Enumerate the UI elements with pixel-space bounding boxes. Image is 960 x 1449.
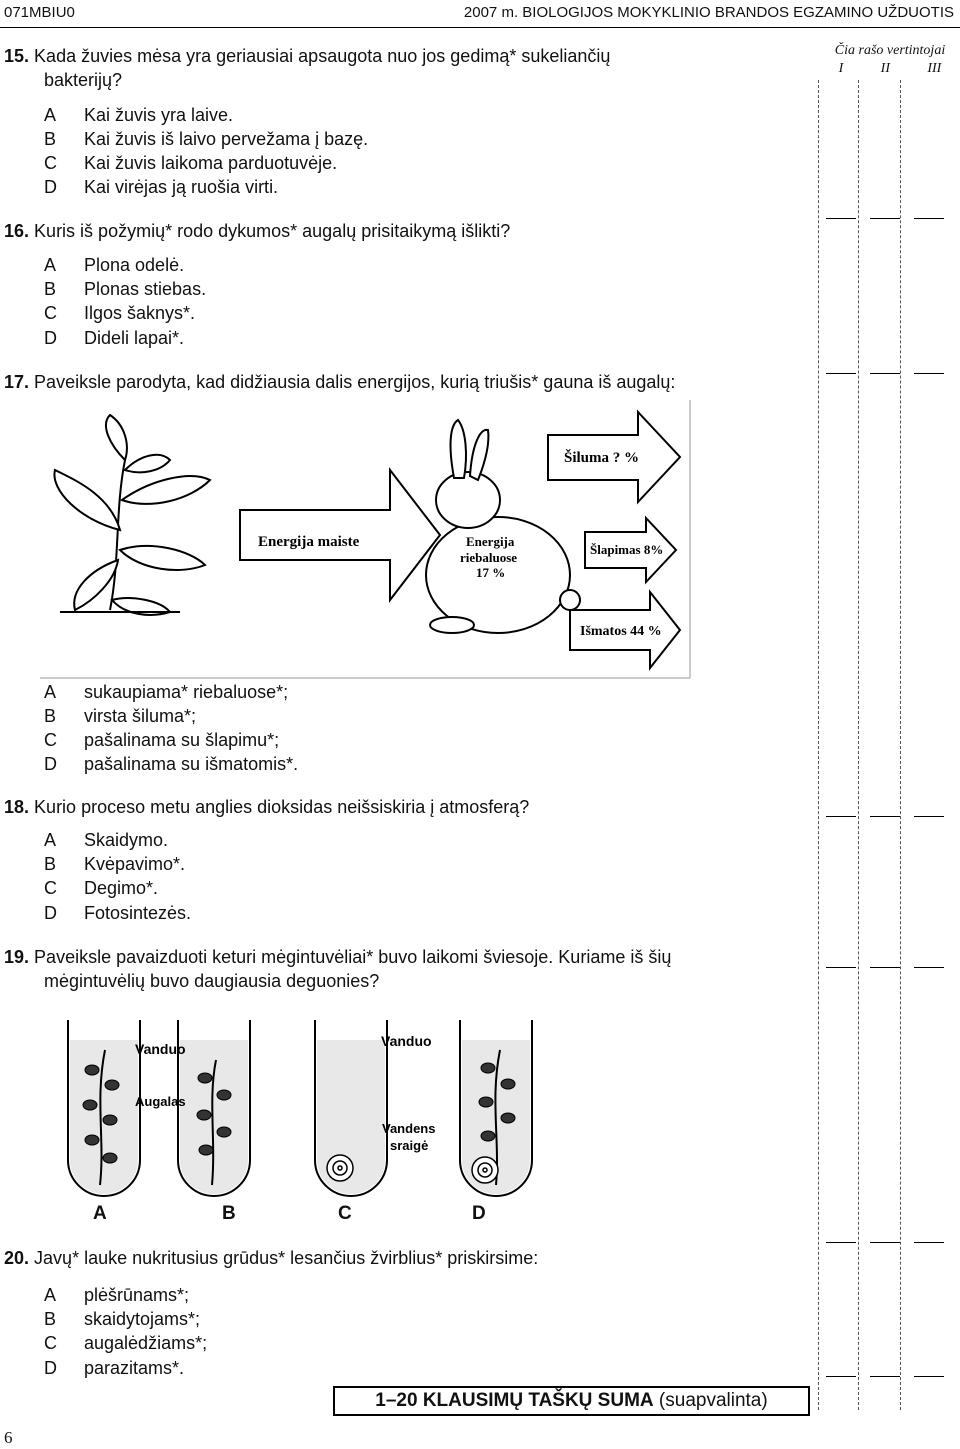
snail-in-tube-d [472, 1157, 498, 1183]
question-15 [4, 44, 804, 92]
exam-title: 2007 m. BIOLOGIJOS MOKYKLINIO BRANDOS EGZAMINO UŽDUOTIS [463, 4, 954, 21]
snail-in-tube-c [327, 1155, 353, 1181]
question-number: 18. [4, 797, 30, 817]
page-number: 6 [4, 1428, 13, 1447]
option-20-b[interactable]: B skaidytojams*; [44, 1309, 201, 1329]
grader-label: Čia rašo vertintojai [834, 43, 946, 58]
option-20-c[interactable]: C augalėdžiams*; [44, 1333, 208, 1353]
score-blanks-q19[interactable] [826, 1242, 944, 1243]
question-number: 16. [4, 221, 30, 241]
plant-drawing [54, 415, 210, 615]
points-summary-box [333, 1386, 810, 1416]
question-text-cont: bakterijų? [44, 70, 123, 90]
option-15-d[interactable]: D Kai virėjas ją ruošia virti. [44, 177, 279, 197]
option-20-a[interactable]: A plėšrūnams*; [44, 1285, 190, 1305]
option-18-c[interactable]: C Degimo*. [44, 878, 159, 898]
option-18-d[interactable]: D Fotosintezės. [44, 903, 192, 923]
option-18-a[interactable]: A Skaidymo. [44, 830, 169, 850]
exam-code: 071MBIU0 [4, 4, 75, 21]
option-15-c[interactable]: C Kai žuvis laikoma parduotuvėje. [44, 153, 338, 173]
option-17-a[interactable]: A sukaupiama* riebaluose*; [44, 682, 289, 702]
food-energy-label: Energija maiste [258, 534, 360, 550]
grader-col-3: III [927, 61, 942, 76]
question-20 [4, 1246, 804, 1270]
tube-label-b: B [222, 1203, 236, 1224]
option-16-b[interactable]: B Plonas stiebas. [44, 279, 207, 299]
plant-label: Augalas [135, 1094, 186, 1109]
summary-note: (suapvalinta) [653, 1390, 768, 1411]
score-blanks-q18[interactable] [826, 967, 944, 968]
score-blanks-q16[interactable] [826, 373, 944, 374]
option-15-a[interactable]: A Kai žuvis yra laive. [44, 105, 234, 125]
option-17-c[interactable]: C pašalinama su šlapimu*; [44, 730, 280, 750]
test-tubes-figure [40, 1000, 580, 1200]
question-18 [4, 795, 804, 819]
question-19 [4, 945, 804, 993]
option-16-d[interactable]: D Dideli lapai*. [44, 328, 185, 348]
tube-label-c: C [338, 1203, 352, 1224]
grader-divider-3 [900, 80, 901, 1410]
question-text: Kurio proceso metu anglies dioksidas neišsiskiria į atmosferą? [34, 797, 530, 817]
grader-divider-1 [818, 80, 819, 1410]
score-blanks-q17[interactable] [826, 816, 944, 817]
snail-label-2: sraigė [390, 1138, 429, 1153]
question-text: Kada žuvies mėsa yra geriausiai apsaugota nuo jos gedimą* sukeliančių [34, 46, 611, 66]
tube-label-a: A [93, 1203, 107, 1224]
question-text: Kuris iš požymių* rodo dykumos* augalų prisitaikymą išlikti? [34, 221, 511, 241]
question-number: 19. [4, 947, 30, 967]
question-text-cont: mėgintuvėlių buvo daugiausia deguonies? [44, 971, 380, 991]
tube-label-d: D [472, 1203, 486, 1224]
question-text: Javų* lauke nukritusius grūdus* lesančius žvirblius* priskirsime: [34, 1248, 539, 1268]
question-text: Paveiksle parodyta, kad didžiausia dalis energijos, kurią triušis* gauna iš augalų: [34, 372, 676, 392]
water-label-2: Vanduo [381, 1033, 432, 1049]
option-20-d[interactable]: D parazitams*. [44, 1358, 185, 1378]
score-blanks-q15[interactable] [826, 218, 944, 219]
question-number: 17. [4, 372, 30, 392]
option-17-b[interactable]: B virsta šiluma*; [44, 706, 197, 726]
grader-header [820, 42, 960, 78]
option-15-b[interactable]: B Kai žuvis iš laivo pervežama į bazę. [44, 129, 369, 149]
score-blanks-q20[interactable] [826, 1376, 944, 1377]
feces-label: Išmatos 44 % [580, 624, 662, 639]
energy-flow-figure [40, 400, 700, 680]
option-16-c[interactable]: C Ilgos šaknys*. [44, 303, 196, 323]
snail-label-1: Vandens [382, 1121, 436, 1136]
water-label-1: Vanduo [135, 1041, 186, 1057]
grader-col-2: II [880, 61, 890, 76]
heat-label: Šiluma ? % [564, 450, 640, 466]
option-16-a[interactable]: A Plona odelė. [44, 255, 185, 275]
grader-col-1: I [838, 61, 844, 76]
fat-energy-label-3: 17 % [476, 565, 506, 580]
grader-divider-2 [858, 80, 859, 1410]
option-17-d[interactable]: D pašalinama su išmatomis*. [44, 754, 299, 774]
fat-energy-label-1: Energija [466, 534, 515, 549]
question-17 [4, 370, 804, 394]
question-16 [4, 219, 804, 243]
question-number: 15. [4, 46, 30, 66]
summary-title: 1–20 KLAUSIMŲ TAŠKŲ SUMA [375, 1390, 654, 1411]
question-text: Paveiksle pavaizduoti keturi mėgintuvėliai* buvo laikomi šviesoje. Kuriame iš šių [34, 947, 672, 967]
urine-label: Šlapimas 8% [590, 542, 664, 557]
option-18-b[interactable]: B Kvėpavimo*. [44, 854, 186, 874]
question-number: 20. [4, 1248, 30, 1268]
header-divider [0, 27, 960, 28]
fat-energy-label-2: riebaluose [460, 550, 518, 565]
